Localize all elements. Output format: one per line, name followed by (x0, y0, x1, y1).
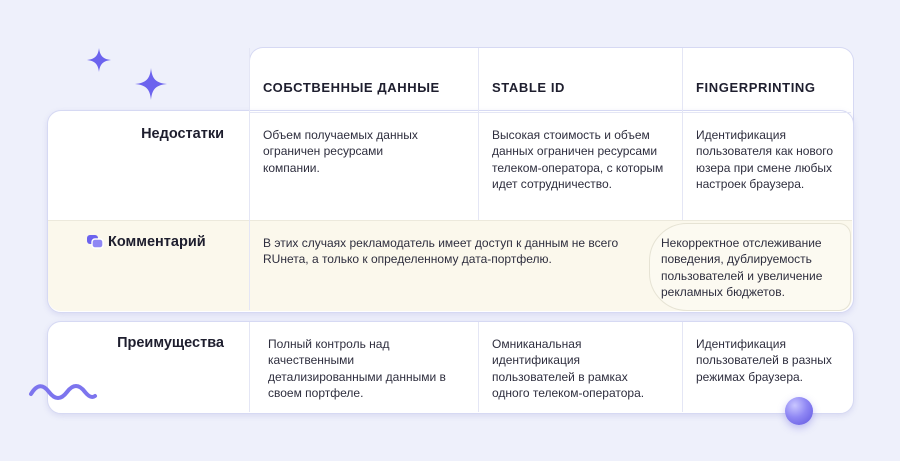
cell-disadvantages-own-data: Объем получаемых данных ограничен ресурсами компании. (263, 128, 418, 175)
comment-shared-text: В этих случаях рекламодатель имеет доступ к данным не всего RUнета, а только к определенному дата-портфелю. (263, 236, 619, 267)
cell-disadvantages-fingerprinting: Идентификация пользователя как нового юзера при смене любых настроек браузера. (696, 128, 834, 191)
row-label-disadvantages: Недостатки (141, 126, 224, 142)
row-label-comment: Комментарий (108, 234, 206, 250)
column-header-stable-id: STABLE ID (492, 80, 566, 95)
divider-col-1-top (249, 48, 250, 310)
large-sparkle-star-icon (134, 67, 168, 101)
divider-col-3-bottom (682, 322, 683, 412)
cell-advantages-stable-id: Омниканальная идентификация пользователей в рамках одного телеком-оператора. (492, 337, 645, 400)
divider-col-1-bottom (249, 322, 250, 412)
divider-col-3-top (682, 48, 683, 220)
column-header-fingerprinting: FINGERPRINTING (696, 80, 816, 95)
header-bottom-divider (250, 112, 851, 113)
wave-squiggle-icon (28, 380, 98, 402)
row-label-advantages: Преимущества (117, 335, 224, 351)
column-header-own-data: СОБСТВЕННЫЕ ДАННЫЕ (263, 80, 440, 95)
divider-col-2-bottom (478, 322, 479, 412)
comment-fingerprinting-text: Некорректное отслеживание поведения, дублируемость пользователей и увеличение рекламных бюджетов. (661, 236, 823, 299)
cell-advantages-own-data: Полный контроль над качественными детализированными данными в своем портфеле. (268, 337, 446, 400)
sphere-decoration (785, 397, 813, 425)
chat-bubbles-icon (86, 234, 104, 250)
divider-col-2-top (478, 48, 479, 220)
cell-advantages-fingerprinting: Идентификация пользователей в разных режимах браузера. (696, 337, 832, 384)
small-sparkle-star-icon (86, 47, 112, 73)
cell-disadvantages-stable-id: Высокая стоимость и объем данных ограничен ресурсами телеком-оператора, с которым идет сотрудничество. (492, 128, 664, 191)
